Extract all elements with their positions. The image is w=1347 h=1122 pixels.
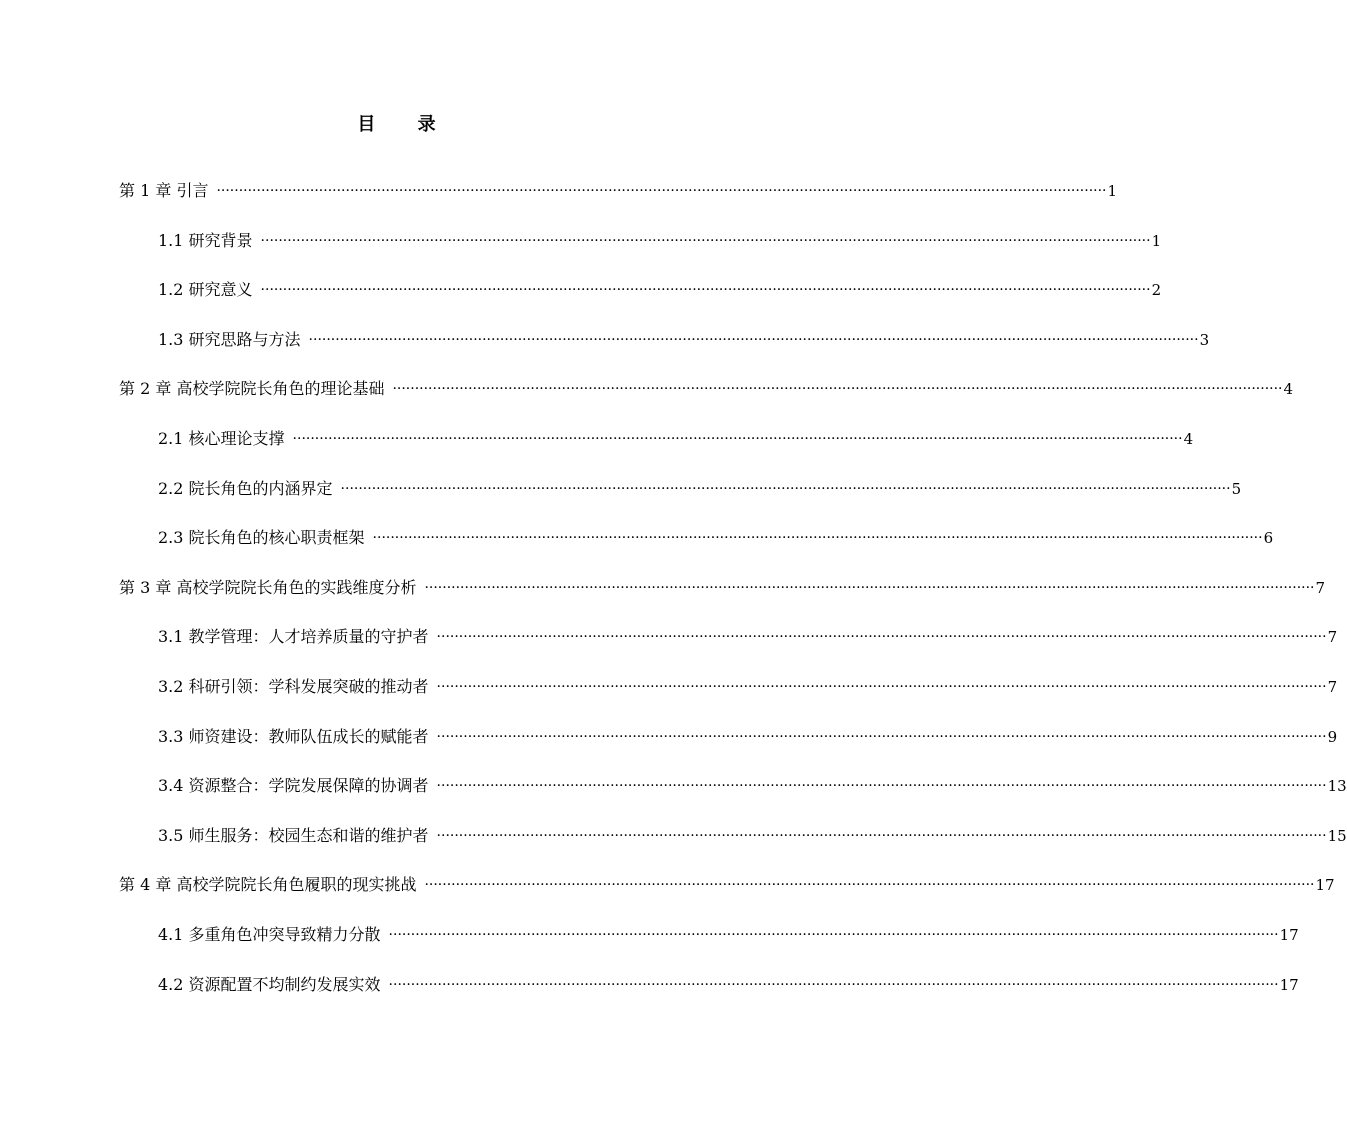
- toc-page-number: 17: [1279, 976, 1299, 994]
- toc-page-number: 4: [1183, 430, 1194, 448]
- toc-page-number: 13: [1327, 777, 1347, 795]
- toc-entry-label: 4.2 资源配置不均制约发展实效: [158, 975, 381, 994]
- toc-page-number: 17: [1315, 876, 1335, 894]
- toc-page-number: 3: [1199, 331, 1210, 349]
- toc-entry-label: 第 2 章 高校学院院长角色的理论基础: [119, 379, 385, 398]
- toc-dot-leader: ········································································································································································································: [372, 530, 1263, 546]
- toc-entry-label: 1.3 研究思路与方法: [158, 330, 301, 349]
- toc-dot-leader: ········································································································································································································: [388, 927, 1279, 943]
- page-title: 目 录: [357, 114, 454, 135]
- toc-page-number: 5: [1231, 480, 1242, 498]
- toc-entry-label: 第 4 章 高校学院院长角色履职的现实挑战: [119, 875, 417, 894]
- toc-page-number: 1: [1151, 232, 1162, 250]
- toc-dot-leader: ········································································································································································································: [424, 877, 1315, 893]
- toc-page-number: 2: [1151, 281, 1162, 299]
- toc-entry[interactable]: [158, 475, 1242, 503]
- toc-page-number: 6: [1263, 529, 1274, 547]
- toc-page-number: 17: [1279, 926, 1299, 944]
- toc-entry[interactable]: [158, 276, 1162, 304]
- toc-page-number: 9: [1327, 728, 1338, 746]
- toc-entry-label: 3.4 资源整合：学院发展保障的协调者: [158, 776, 429, 795]
- toc-entry[interactable]: [158, 623, 1338, 651]
- toc-dot-leader: ········································································································································································································: [388, 977, 1279, 993]
- toc-entry-label: 第 3 章 高校学院院长角色的实践维度分析: [119, 578, 417, 597]
- toc-entry[interactable]: [158, 673, 1338, 701]
- toc-dot-leader: ········································································································································································································: [340, 481, 1231, 497]
- toc-page-number: 1: [1107, 182, 1118, 200]
- toc-dot-leader: ········································································································································································································: [292, 431, 1183, 447]
- toc-dot-leader: ········································································································································································································: [260, 233, 1151, 249]
- toc-entry-label: 3.3 师资建设：教师队伍成长的赋能者: [158, 727, 429, 746]
- toc-dot-leader: ········································································································································································································: [436, 729, 1327, 745]
- toc-entry-label: 1.2 研究意义: [158, 280, 253, 299]
- toc-entry-label: 4.1 多重角色冲突导致精力分散: [158, 925, 381, 944]
- toc-page-number: 15: [1327, 827, 1347, 845]
- toc-entry[interactable]: [158, 227, 1162, 255]
- toc-dot-leader: ········································································································································································································: [260, 282, 1151, 298]
- toc-entry[interactable]: [158, 723, 1338, 751]
- toc-dot-leader: ········································································································································································································: [392, 381, 1283, 397]
- toc-page-number: 4: [1283, 380, 1294, 398]
- toc-entry-label: 2.3 院长角色的核心职责框架: [158, 528, 365, 547]
- toc-dot-leader: ········································································································································································································: [424, 580, 1315, 596]
- toc-entry-label: 3.2 科研引领：学科发展突破的推动者: [158, 677, 429, 696]
- toc-entry-label: 2.1 核心理论支撑: [158, 429, 285, 448]
- toc-entry-label: 1.1 研究背景: [158, 231, 253, 250]
- toc-entry[interactable]: [119, 871, 1335, 899]
- toc-page-number: 7: [1327, 628, 1338, 646]
- toc-dot-leader: ········································································································································································································: [308, 332, 1199, 348]
- toc-entry[interactable]: [158, 822, 1347, 850]
- toc-dot-leader: ········································································································································································································: [436, 778, 1327, 794]
- toc-dot-leader: ········································································································································································································: [436, 679, 1327, 695]
- toc-entry[interactable]: [119, 177, 1118, 205]
- toc-entry[interactable]: [158, 921, 1299, 949]
- toc-entry-label: 2.2 院长角色的内涵界定: [158, 479, 333, 498]
- toc-entry-label: 3.5 师生服务：校园生态和谐的维护者: [158, 826, 429, 845]
- toc-entry-label: 3.1 教学管理：人才培养质量的守护者: [158, 627, 429, 646]
- toc-entry[interactable]: [158, 326, 1210, 354]
- toc-entry[interactable]: [158, 425, 1194, 453]
- toc-dot-leader: ········································································································································································································: [216, 183, 1107, 199]
- toc-page-number: 7: [1327, 678, 1338, 696]
- toc-entry-label: 第 1 章 引言: [119, 181, 209, 200]
- toc-entry[interactable]: [158, 772, 1347, 800]
- toc-entry[interactable]: [119, 375, 1294, 403]
- toc-entry[interactable]: [158, 971, 1299, 999]
- toc-entry[interactable]: [158, 524, 1274, 552]
- toc-page-number: 7: [1315, 579, 1326, 597]
- toc-dot-leader: ········································································································································································································: [436, 828, 1327, 844]
- toc-dot-leader: ········································································································································································································: [436, 629, 1327, 645]
- toc-entry[interactable]: [119, 574, 1326, 602]
